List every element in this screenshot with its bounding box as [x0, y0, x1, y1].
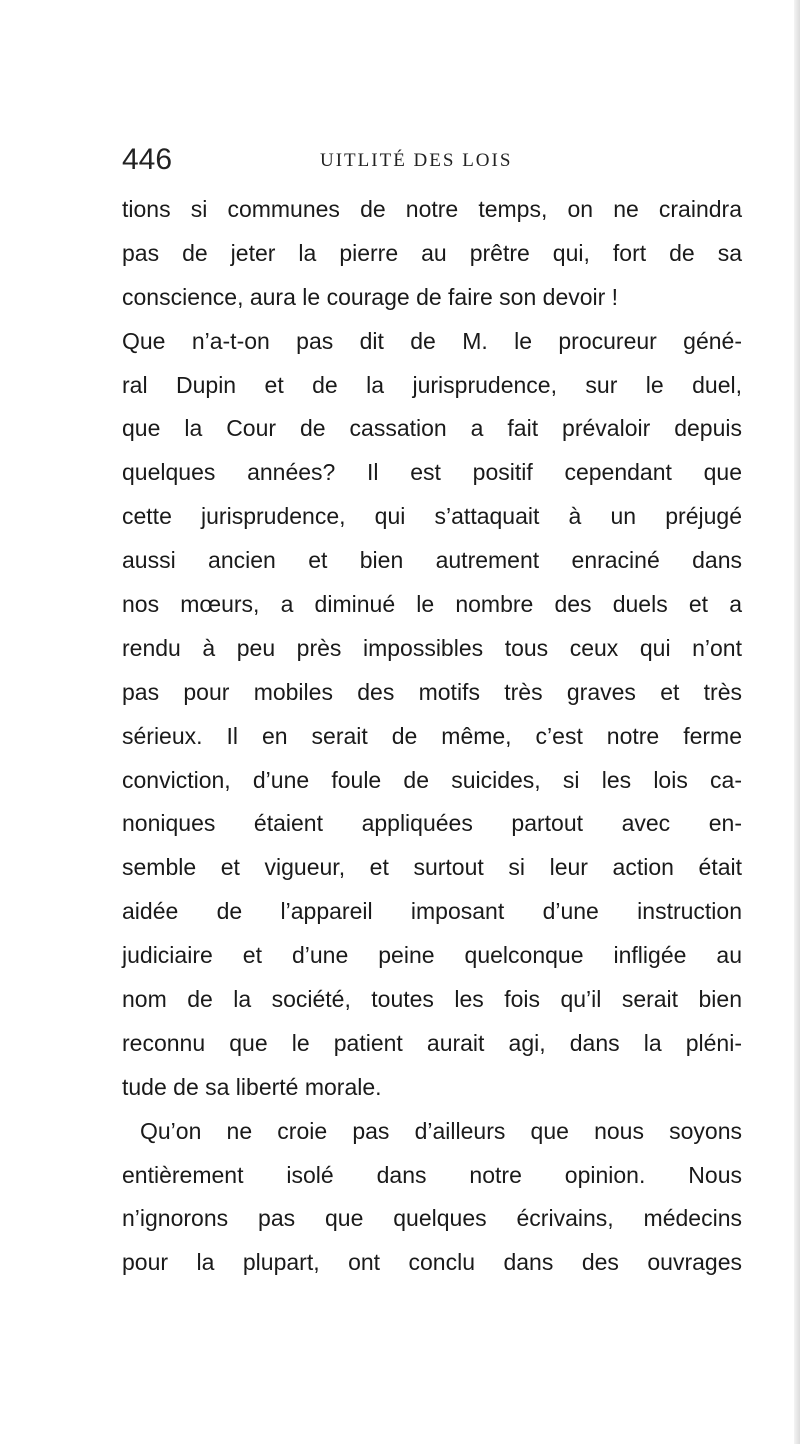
text-line: tude de sa liberté morale. — [122, 1073, 382, 1100]
text-line: quelques années? Il est positif cependant que — [122, 459, 742, 486]
running-head — [122, 143, 742, 183]
text-line: que la Cour de cassation a fait prévaloir depuis — [122, 415, 742, 442]
text-line: entièrement isolé dans notre opinion. Nous — [122, 1161, 742, 1188]
text-line: aussi ancien et bien autrement enraciné dans — [122, 547, 742, 574]
text-line: pour la plupart, ont conclu dans des ouvrages — [122, 1249, 742, 1276]
page-number: 446 — [122, 143, 173, 176]
text-line: rendu à peu près impossibles tous ceux qui n’ont — [122, 634, 742, 661]
text-line: sérieux. Il en serait de même, c’est notre ferme — [122, 722, 742, 749]
text-line: n’ignorons pas que quelques écrivains, médecins — [122, 1205, 742, 1232]
body-text — [122, 188, 742, 1285]
text-line: Que n’a-t-on pas dit de M. le procureur géné- — [122, 327, 742, 354]
text-line: semble et vigueur, et surtout si leur action était — [122, 854, 742, 881]
text-line: Qu’on ne croie pas d’ailleurs que nous soyons — [140, 1117, 742, 1144]
text-line: nom de la société, toutes les fois qu’il serait bien — [122, 986, 742, 1013]
text-line: ral Dupin et de la jurisprudence, sur le duel, — [122, 371, 742, 398]
text-line: pas de jeter la pierre au prêtre qui, fort de sa — [122, 239, 742, 266]
text-line: cette jurisprudence, qui s’attaquait à un préjugé — [122, 503, 742, 530]
page-edge — [794, 0, 800, 1444]
running-title: UITLITÉ DES LOIS — [320, 150, 513, 171]
text-line: nos mœurs, a diminué le nombre des duels et a — [122, 591, 742, 618]
text-line: conscience, aura le courage de faire son devoir ! — [122, 283, 619, 310]
text-line: tions si communes de notre temps, on ne craindra — [122, 196, 742, 222]
text-line: reconnu que le patient aurait agi, dans la pléni- — [122, 1029, 742, 1056]
text-line: judiciaire et d’une peine quelconque infligée au — [122, 942, 742, 969]
text-line: noniques étaient appliquées partout avec en- — [122, 810, 742, 837]
text-line: aidée de l’appareil imposant d’une instruction — [122, 898, 742, 925]
text-line: conviction, d’une foule de suicides, si les lois ca- — [122, 766, 742, 793]
text-line: pas pour mobiles des motifs très graves et très — [122, 678, 742, 705]
